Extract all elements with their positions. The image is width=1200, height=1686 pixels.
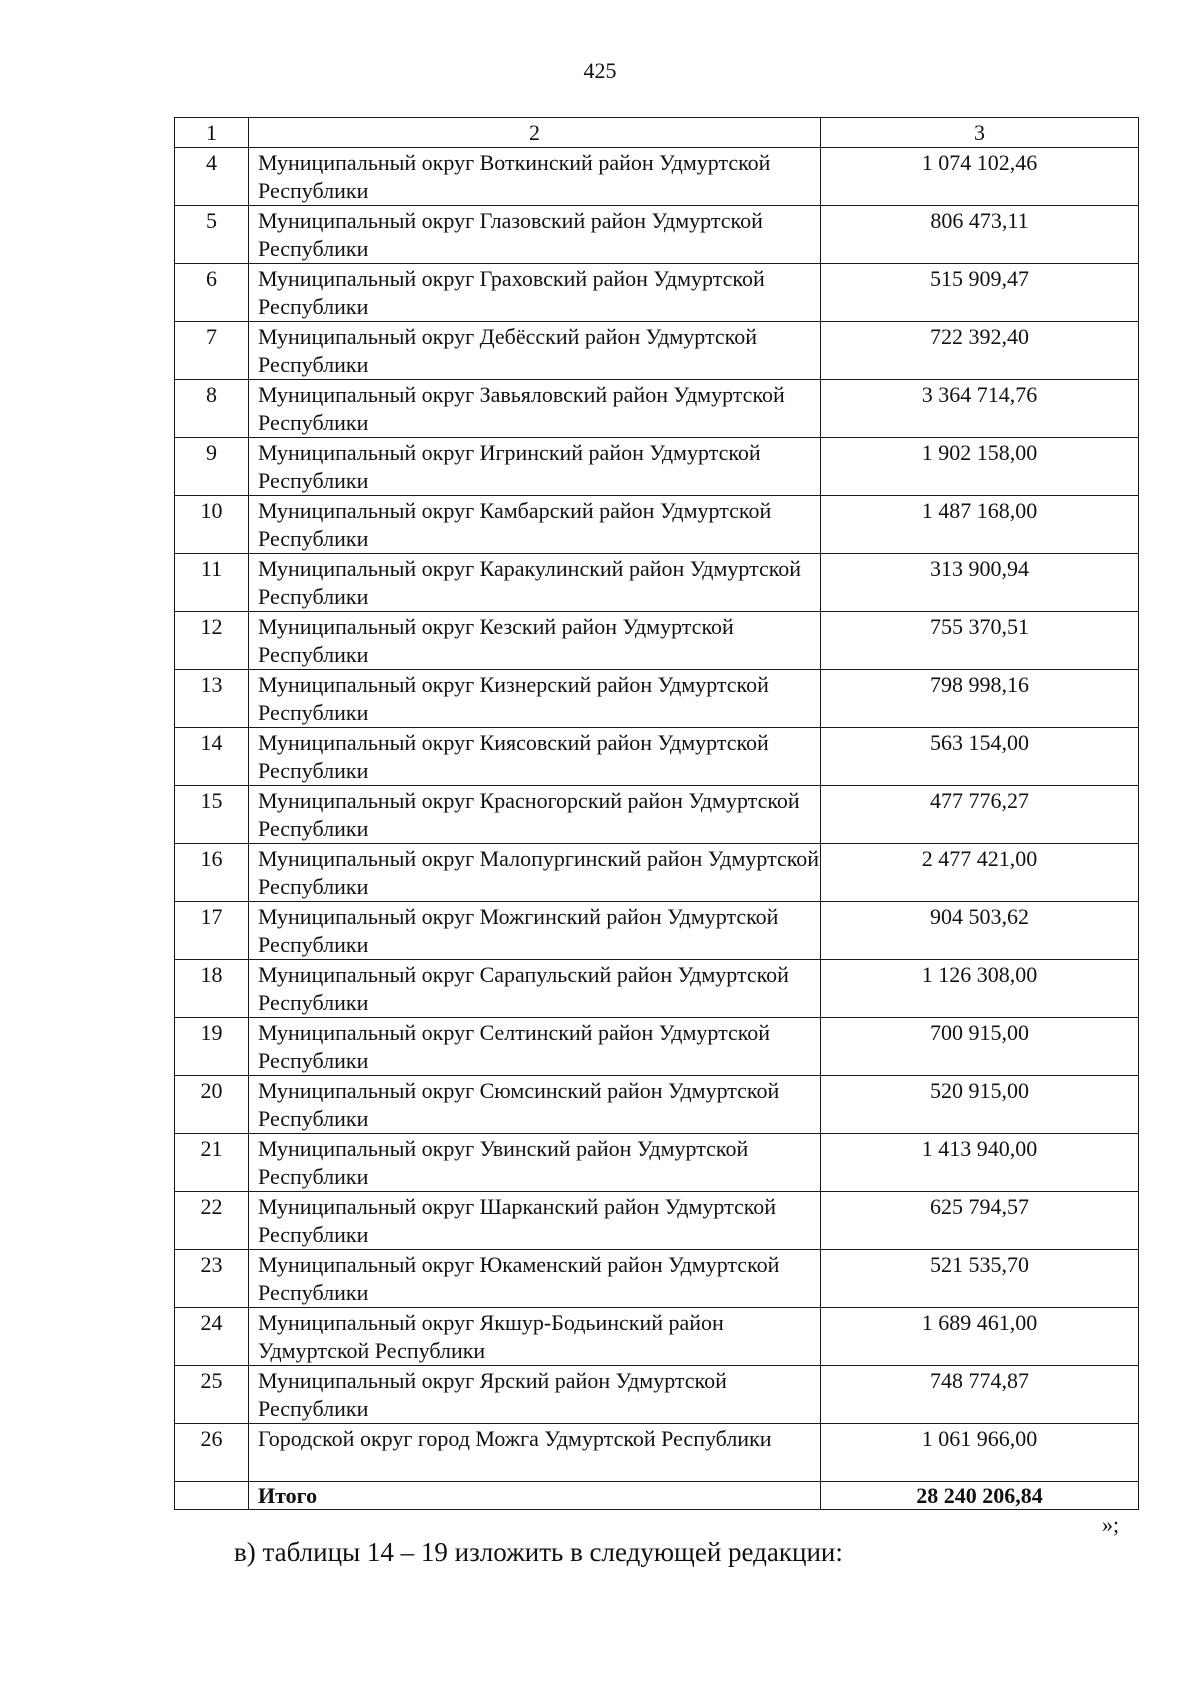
- table-body: [175, 118, 1139, 1510]
- table-row: [175, 1424, 1139, 1482]
- row-municipality-name: Муниципальный округ Увинский район Удмуртской Республики: [249, 1134, 821, 1192]
- row-amount: 904 503,62: [821, 902, 1139, 960]
- row-number: 26: [175, 1424, 249, 1482]
- table-row: [175, 786, 1139, 844]
- row-number: 5: [175, 206, 249, 264]
- table-row: [175, 554, 1139, 612]
- table-row: [175, 670, 1139, 728]
- row-number: 8: [175, 380, 249, 438]
- row-amount: 798 998,16: [821, 670, 1139, 728]
- total-empty-cell: [175, 1482, 249, 1510]
- row-amount: 1 689 461,00: [821, 1308, 1139, 1366]
- row-number: 9: [175, 438, 249, 496]
- row-municipality-name: Муниципальный округ Кизнерский район Удмуртской Республики: [249, 670, 821, 728]
- table-row: [175, 960, 1139, 1018]
- row-number: 4: [175, 148, 249, 206]
- row-amount: 625 794,57: [821, 1192, 1139, 1250]
- row-number: 17: [175, 902, 249, 960]
- row-municipality-name: Муниципальный округ Шарканский район Удмуртской Республики: [249, 1192, 821, 1250]
- row-amount: 1 413 940,00: [821, 1134, 1139, 1192]
- table-row: [175, 496, 1139, 554]
- row-number: 11: [175, 554, 249, 612]
- table-row: [175, 322, 1139, 380]
- row-amount: 521 535,70: [821, 1250, 1139, 1308]
- row-amount: 700 915,00: [821, 1018, 1139, 1076]
- budget-table: [174, 117, 1139, 1510]
- closing-quote: »;: [1102, 1512, 1120, 1537]
- row-amount: 722 392,40: [821, 322, 1139, 380]
- row-number: 21: [175, 1134, 249, 1192]
- page-number: 425: [583, 58, 617, 83]
- row-amount: 755 370,51: [821, 612, 1139, 670]
- row-amount: 313 900,94: [821, 554, 1139, 612]
- row-municipality-name: Муниципальный округ Кезский район Удмуртской Республики: [249, 612, 821, 670]
- table-row: [175, 206, 1139, 264]
- row-amount: 806 473,11: [821, 206, 1139, 264]
- table-row: [175, 264, 1139, 322]
- row-municipality-name: Муниципальный округ Можгинский район Удмуртской Республики: [249, 902, 821, 960]
- row-amount: 1 074 102,46: [821, 148, 1139, 206]
- row-number: 23: [175, 1250, 249, 1308]
- row-number: 10: [175, 496, 249, 554]
- row-number: 7: [175, 322, 249, 380]
- row-municipality-name: Муниципальный округ Селтинский район Удмуртской Республики: [249, 1018, 821, 1076]
- row-number: 19: [175, 1018, 249, 1076]
- row-amount: 1 902 158,00: [821, 438, 1139, 496]
- table-row: [175, 1076, 1139, 1134]
- row-municipality-name: Муниципальный округ Каракулинский район Удмуртской Республики: [249, 554, 821, 612]
- total-label: Итого: [249, 1482, 821, 1510]
- row-municipality-name: Муниципальный округ Глазовский район Удмуртской Республики: [249, 206, 821, 264]
- row-municipality-name: Муниципальный округ Игринский район Удмуртской Республики: [249, 438, 821, 496]
- table-row: [175, 148, 1139, 206]
- table-row: [175, 438, 1139, 496]
- row-number: 6: [175, 264, 249, 322]
- row-amount: 2 477 421,00: [821, 844, 1139, 902]
- row-number: 12: [175, 612, 249, 670]
- table-row: [175, 728, 1139, 786]
- row-number: 14: [175, 728, 249, 786]
- row-municipality-name: Муниципальный округ Сарапульский район Удмуртской Республики: [249, 960, 821, 1018]
- instruction-text: в) таблицы 14 – 19 изложить в следующей редакции:: [234, 1537, 843, 1567]
- row-municipality-name: Муниципальный округ Сюмсинский район Удмуртской Республики: [249, 1076, 821, 1134]
- row-municipality-name: Муниципальный округ Ярский район Удмуртской Республики: [249, 1366, 821, 1424]
- row-municipality-name: Муниципальный округ Юкаменский район Удмуртской Республики: [249, 1250, 821, 1308]
- row-amount: 515 909,47: [821, 264, 1139, 322]
- table-row: [175, 1192, 1139, 1250]
- row-municipality-name: Городской округ город Можга Удмуртской Республики: [249, 1424, 821, 1482]
- row-municipality-name: Муниципальный округ Киясовский район Удмуртской Республики: [249, 728, 821, 786]
- row-number: 18: [175, 960, 249, 1018]
- table-row: [175, 380, 1139, 438]
- row-municipality-name: Муниципальный округ Камбарский район Удмуртской Республики: [249, 496, 821, 554]
- table-row: [175, 844, 1139, 902]
- table-row: [175, 902, 1139, 960]
- row-number: 13: [175, 670, 249, 728]
- row-municipality-name: Муниципальный округ Красногорский район Удмуртской Республики: [249, 786, 821, 844]
- table-total-row: [175, 1482, 1139, 1510]
- table-row: [175, 1366, 1139, 1424]
- row-number: 22: [175, 1192, 249, 1250]
- row-municipality-name: Муниципальный округ Завьяловский район Удмуртской Республики: [249, 380, 821, 438]
- table-row: [175, 1308, 1139, 1366]
- row-municipality-name: Муниципальный округ Якшур-Бодьинский район Удмуртской Республики: [249, 1308, 821, 1366]
- table-row: [175, 1250, 1139, 1308]
- row-amount: 3 364 714,76: [821, 380, 1139, 438]
- row-amount: 563 154,00: [821, 728, 1139, 786]
- row-amount: 477 776,27: [821, 786, 1139, 844]
- row-number: 15: [175, 786, 249, 844]
- row-municipality-name: Муниципальный округ Дебёсский район Удмуртской Республики: [249, 322, 821, 380]
- row-amount: 1 061 966,00: [821, 1424, 1139, 1482]
- column-header-name: 2: [249, 118, 821, 148]
- table-header-row: [175, 118, 1139, 148]
- row-municipality-name: Муниципальный округ Граховский район Удмуртской Республики: [249, 264, 821, 322]
- row-number: 16: [175, 844, 249, 902]
- row-number: 24: [175, 1308, 249, 1366]
- row-amount: 1 487 168,00: [821, 496, 1139, 554]
- row-amount: 1 126 308,00: [821, 960, 1139, 1018]
- table-row: [175, 612, 1139, 670]
- total-amount: 28 240 206,84: [821, 1482, 1139, 1510]
- table-row: [175, 1134, 1139, 1192]
- row-municipality-name: Муниципальный округ Воткинский район Удмуртской Республики: [249, 148, 821, 206]
- row-number: 20: [175, 1076, 249, 1134]
- row-municipality-name: Муниципальный округ Малопургинский район Удмуртской Республики: [249, 844, 821, 902]
- column-header-number: 1: [175, 118, 249, 148]
- column-header-amount: 3: [821, 118, 1139, 148]
- row-amount: 748 774,87: [821, 1366, 1139, 1424]
- table-row: [175, 1018, 1139, 1076]
- row-amount: 520 915,00: [821, 1076, 1139, 1134]
- row-number: 25: [175, 1366, 249, 1424]
